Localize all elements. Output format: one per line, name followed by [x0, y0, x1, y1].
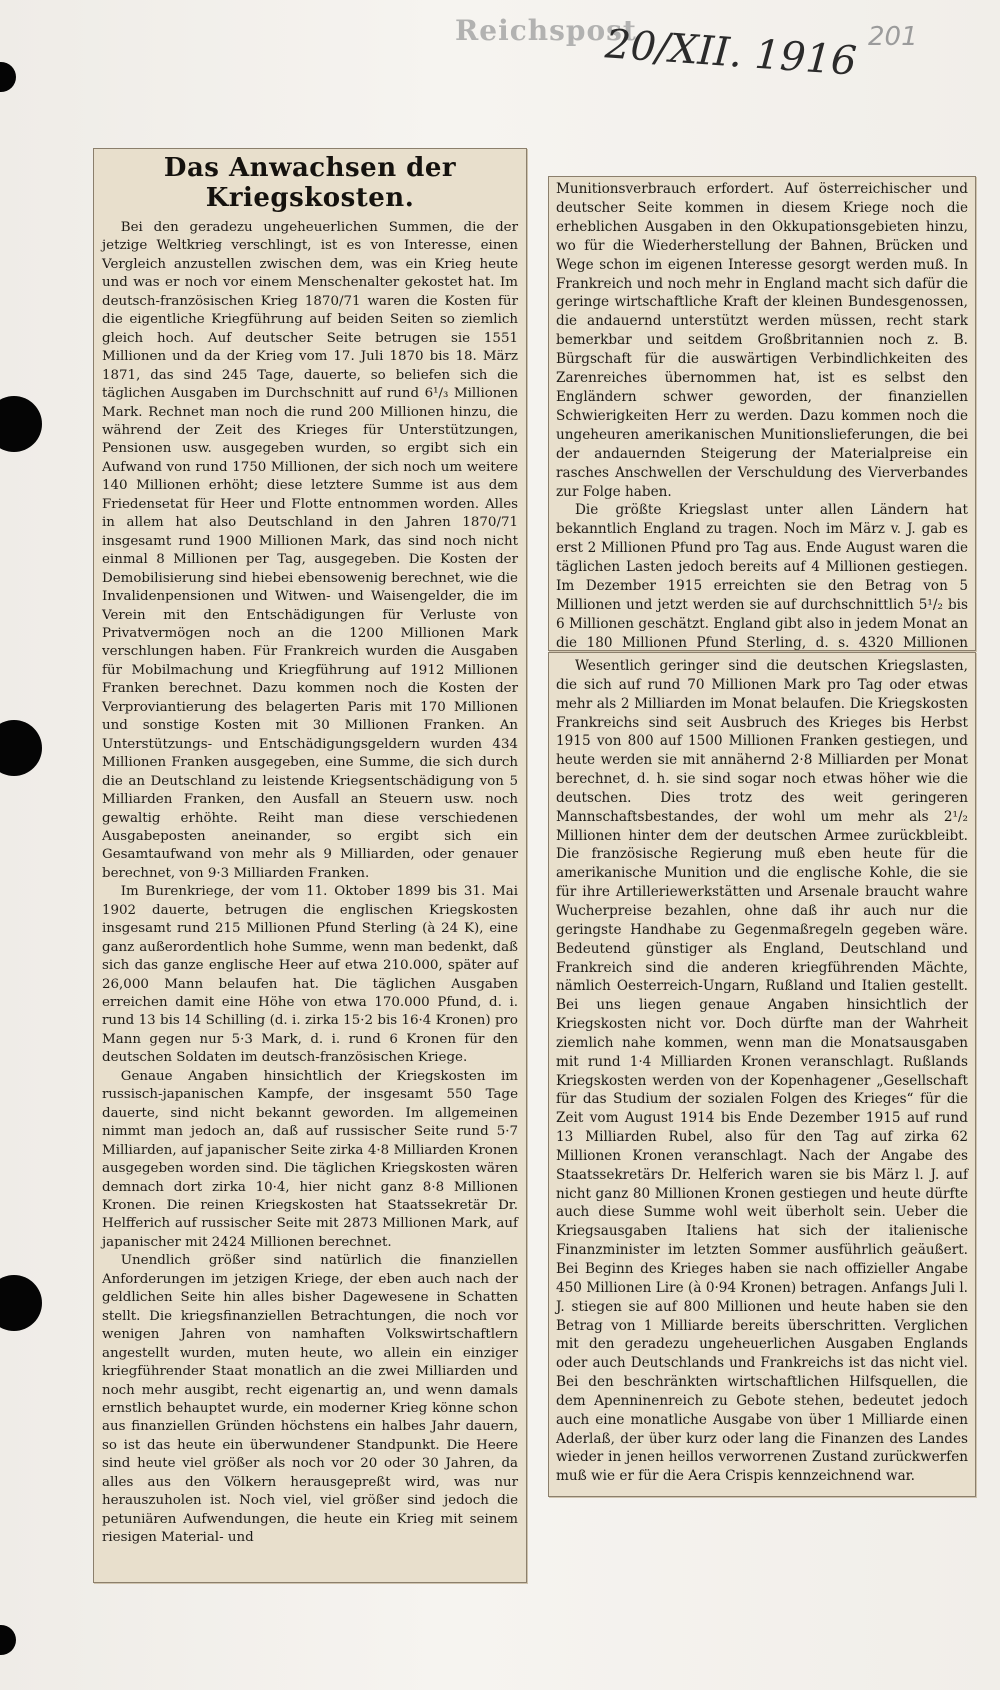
column-2-paragraph-2: Die größte Kriegslast unter allen Ländern hat bekanntlich England zu tragen. Noch im März v. J. gab es erst 2 Millionen Pfund pro Tag aus. Ende August waren die täglichen Lasten jedoch bereits auf 4 Millionen gestiegen. Im Dezember 1915 erreichten sie den Betrag von 5 Millionen und jetzt werden sie auf durchschnittlich 5¹/₂ bis 6 Millionen geschätzt. England gibt also in jedem Monat an die 180 Millionen Pfund Sterling, d. s. 4320 Millionen [556, 502, 968, 651]
column-1-paragraph-4: Unendlich größer sind natürlich die finanziellen Anforderungen im jetzigen Kriege, der eben auch nach der geldlichen Seite hin alles bisher Dagewesene in Schatten stellt. Die kriegsfinanziellen Betrachtungen, die noch vor wenigen Jahren von namhaften Volkswirtschaftlern angestellt wurden, muten heute, wo allein ein einziger kriegführender Staat monatlich an die zwei Milliarden und noch mehr ausgibt, recht eigenartig an, und wenn damals ernstlich behauptet wurde, ein moderner Krieg könne schon aus finanziellen Gründen höchstens ein halbes Jahr dauern, so ist das heute ein überwundener Standpunkt. Die Heere sind heute viel größer als noch vor 20 oder 30 Jahren, da alles aus den Völkern herausgepreßt wird, was nur herauszuholen ist. Noch viel, viel größer sind jedoch die petuniären Aufwendungen, die heute ein Krieg mit seinem riesigen Material- und [102, 1253, 518, 1546]
punch-hole-3 [0, 720, 42, 776]
column-1-paragraph-1: Bei den geradezu ungeheuerlichen Summen, die der jetzige Weltkrieg verschlingt, ist es von Interesse, einen Vergleich anzustellen zwischen dem, was ein Krieg heute und was er noch vor einem Menschenalter gekostet hat. Im deutsch-französischen Krieg 1870/71 waren die Kosten für die eigentliche Kriegführung auf beiden Seiten so ziemlich gleich hoch. Auf deutscher Seite betrugen sie 1551 Millionen und da der Krieg vom 17. Juli 1870 bis 18. März 1871, das sind 245 Tage, dauerte, so beliefen sich die täglichen Ausgaben im Durchschnitt auf rund 6¹/₃ Millionen Mark. Rechnet man noch die rund 200 Millionen hinzu, die während der Zeit des Krieges für Unterstützungen, Pensionen usw. ausgegeben wurden, so ergibt sich ein Aufwand von rund 1750 Millionen, der sich noch um weitere 140 Millionen erhöht; diese letztere Summe ist aus dem Friedensetat für Heer und Flotte entnommen worden. Alles in allem hat also Deutschland in den Jahren 1870/71 insgesamt rund 1900 Millionen Mark, das sind noch nicht einmal 8 Millionen per Tag, ausgegeben. Die Kosten der Demobilisierung sind hiebei ebensowenig berechnet, wie die Invalidenpensionen und Witwen- und Waisengelder, die im Verein mit den Entschädigungen für Verluste von Privatvermögen noch an die 1200 Millionen Mark verschlungen haben. Für Frankreich wurden die Ausgaben für Mobilmachung und Kriegführung auf 1912 Millionen Franken berechnet. Dazu kommen noch die Kosten der Verproviantierung des belagerten Paris mit 170 Millionen und sonstige Kosten mit 30 Millionen Franken. An Unterstützungs- und Entschädigungsgeldern wurden 434 Millionen Franken ausgegeben, eine Summe, die sich durch die an Deutschland zu leistende Kriegsentschädigung von 5 Milliarden Franken, den Ausfall an Steuern usw. noch gewaltig erhöhte. Reiht man diese verschiedenen Ausgabeposten aneinander, so ergibt sich ein Gesamtaufwand von mehr als 9 Milliarden, oder genauer berechnet, von 9·3 Milliarden Franken. [102, 220, 518, 881]
article-headline: Das Anwachsen der Kriegskosten. [163, 153, 457, 213]
column-1-text [94, 219, 526, 1548]
column-3-paragraph-1: Wesentlich geringer sind die deutschen Kriegslasten, die sich auf rund 70 Millionen Mark pro Tag oder etwas mehr als 2 Milliarden im Monat belaufen. Die Kriegskosten Frankreichs sind seit Ausbruch des Krieges bis Herbst 1915 von 800 auf 1500 Millionen Franken gestiegen, und heute werden sie mit annähernd 2·8 Milliarden per Monat berechnet, d. h. sie sind sogar noch etwas höher wie die deutschen. Dies trotz des weit geringeren Mannschaftsbestandes, der wohl um mehr als 2¹/₂ Millionen hinter dem der deutschen Armee zurückbleibt. Die französische Regierung muß eben heute für die amerikanische Munition und die englische Kohle, die sie für ihre Artilleriewerkstätten und Arsenale braucht wahre Wucherpreise bezahlen, ohne daß ihr auch nur die geringste Handhabe zu Gegenmaßregeln gegeben wäre. Bedeutend günstiger als England, Deutschland und Frankreich sind die anderen kriegführenden Mächte, nämlich Oesterreich-Ungarn, Rußland und Italien gestellt. Bei uns liegen genaue Angaben hinsichtlich der Kriegskosten nicht vor. Doch dürfte man der Wahrheit ziemlich nahe kommen, wenn man die Monatsausgaben mit rund 1·4 Milliarden Kronen veranschlagt. Rußlands Kriegskosten werden von der Kopenhagener „Gesellschaft für das Studium der sozialen Folgen des Krieges“ für die Zeit vom August 1914 bis Ende Dezember 1915 auf rund 13 Milliarden Rubel, also für den Tag auf zirka 62 Millionen Kronen veranschlagt. Nach der Angabe des Staatssekretärs Dr. Helferich waren sie bis März l. J. auf nicht ganz 80 Millionen Kronen gestiegen und heute dürfte auch diese Summe wohl weit überholt sein. Ueber die Kriegsausgaben Italiens hat sich der italienische Finanzminister im letzten Sommer ausführlich geäußert. Bei Beginn des Krieges haben sie nach offizieller Angabe 450 Millionen Lire (à 0·94 Kronen) betragen. Anfangs Juli l. J. stiegen sie auf 800 Millionen und heute haben sie den Betrag von 1 Milliarde bereits überschritten. Verglichen mit den geradezu ungeheuerlichen Ausgaben Englands oder auch Deutschlands und Frankreichs ist das nicht viel. Bei den beschränkten wirtschaftlichen Hilfsquellen, die dem Apenninenreich zu Gebote stehen, bedeutet jedoch auch eine monatliche Ausgabe von über 1 Milliarde einen Aderlaß, der über kurz oder lang die Finanzen des Landes wieder in jenen heillos verworrenen Zustand zurückwerfen muß wie er für die Aera Crispis kennzeichnend war. [556, 658, 968, 1485]
handwritten-date: 20/XII. 1916 [603, 21, 858, 85]
clipping-column-3 [548, 652, 976, 1497]
punch-hole-1 [0, 62, 16, 92]
punch-hole-5 [0, 1625, 16, 1655]
archive-number: 201 [868, 22, 918, 52]
punch-hole-2 [0, 396, 42, 452]
clipping-column-2 [548, 176, 976, 651]
column-1-paragraph-2: Im Burenkriege, der vom 11. Oktober 1899 bis 31. Mai 1902 dauerte, betrugen die englischen Kriegskosten insgesamt rund 215 Millionen Pfund Sterling (à 24 K), eine ganz außerordentlich hohe Summe, wenn man bedenkt, daß sich das ganze englische Heer auf etwa 210.000, später auf 26,000 Mann belaufen hat. Die täglichen Ausgaben erreichen damit eine Höhe von etwa 170.000 Pfund, d. i. rund 13 bis 14 Schilling (d. i. zirka 15·2 bis 16·4 Kronen) pro Mann gegen nur 5·3 Mark, d. i. rund 6 Kronen für den deutschen Soldaten im deutsch-französischen Kriege. [102, 884, 518, 1066]
clipping-column-1 [93, 148, 527, 1583]
punch-hole-4 [0, 1275, 42, 1331]
column-2-text [549, 177, 975, 651]
newspaper-stamp: Reichspost [455, 14, 637, 47]
column-1-paragraph-3: Genaue Angaben hinsichtlich der Kriegskosten im russisch-japanischen Kampfe, der insgesamt 550 Tage dauerte, sind nicht bekannt geworden. Im allgemeinen nimmt man jedoch an, daß auf russischer Seite rund 5·7 Milliarden, auf japanischer Seite zirka 4·8 Milliarden Kronen ausgegeben worden sind. Die täglichen Kriegskosten wären demnach dort zirka 10·4, hier nicht ganz 8·8 Millionen Kronen. Die reinen Kriegskosten hat Staatssekretär Dr. Helfferich auf russischer Seite mit 2873 Millionen Mark, auf japanischer mit 2424 Millionen berechnet. [102, 1068, 518, 1250]
column-3-text [549, 653, 975, 1486]
column-2-paragraph-1: Munitionsverbrauch erfordert. Auf österreichischer und deutscher Seite kommen in diesem Kriege noch die erheblichen Ausgaben in den Okkupationsgebieten hinzu, wo für die Wiederherstellung der Bahnen, Brücken und Wege schon im eigenen Interesse gesorgt werden muß. In Frankreich und noch mehr in England macht sich dafür die geringe wirtschaftliche Kraft der kleinen Bundesgenossen, die andauernd unterstützt werden müssen, recht stark bemerkbar und seitdem Großbritannien noch z. B. Bürgschaft für die auswärtigen Verbindlichkeiten des Zarenreiches übernommen hat, ist es selbst den Engländern schwer geworden, der finanziellen Schwierigkeiten Herr zu werden. Dazu kommen noch die ungeheuren amerikanischen Munitionslieferungen, die bei der andauernden Steigerung der Materialpreise ein rasches Anschwellen der Verschuldung des Vierverbandes zur Folge haben. [556, 181, 968, 500]
